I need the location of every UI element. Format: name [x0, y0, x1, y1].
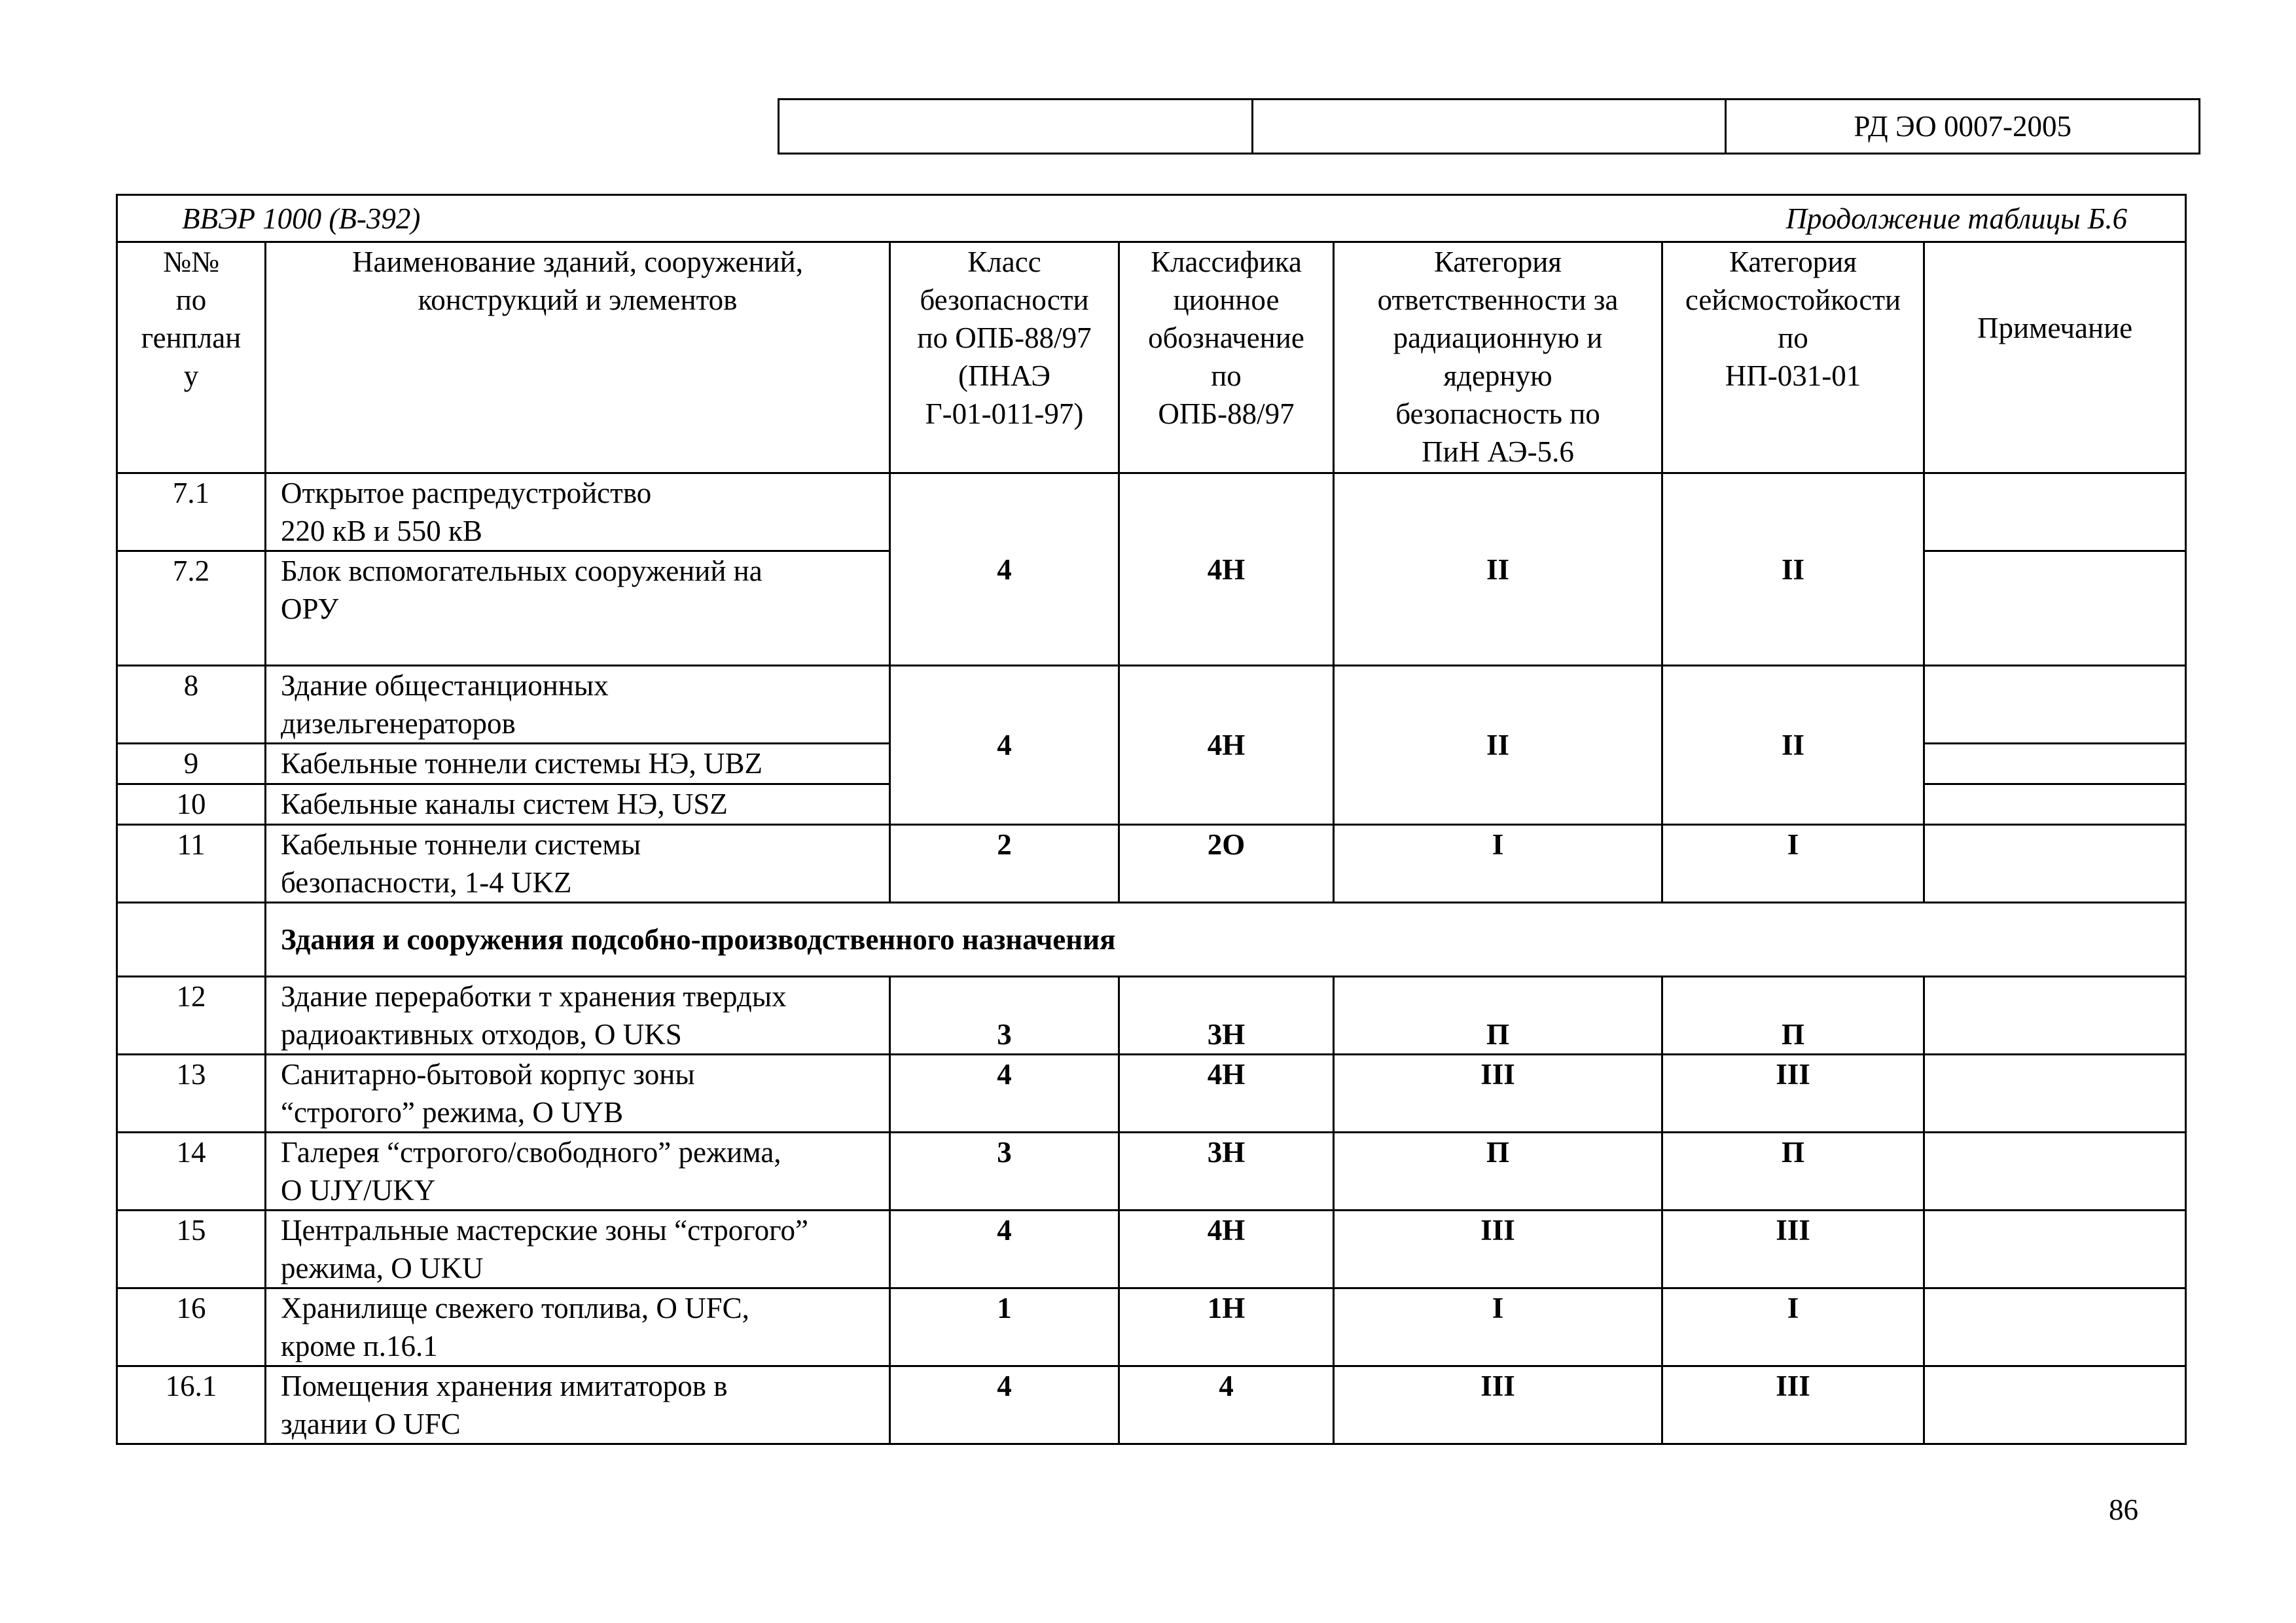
responsibility-value: П	[1334, 977, 1662, 1055]
note-cell	[1924, 473, 2186, 551]
responsibility-value: I	[1334, 1288, 1662, 1366]
responsibility-value: III	[1334, 1366, 1662, 1444]
table-row	[117, 825, 2186, 903]
header-note: Примечание	[1924, 242, 2186, 473]
note-cell	[1924, 825, 2186, 903]
classification-value: 2О	[1119, 825, 1334, 903]
row-name: Центральные мастерские зоны “строгого” режима, О UKU	[266, 1211, 890, 1288]
row-number: 14	[117, 1133, 266, 1211]
seismic-value: П	[1662, 1133, 1924, 1211]
header-safety-class: Класс безопасности по ОПБ-88/97 (ПНАЭ Г-01-011-97)	[890, 242, 1119, 473]
classification-table	[116, 194, 2187, 1445]
safety-class-value: 3	[890, 1133, 1119, 1211]
safety-class-value: 3	[890, 977, 1119, 1055]
note-cell	[1924, 666, 2186, 744]
note-cell	[1924, 1133, 2186, 1211]
row-name: Санитарно-бытовой корпус зоны “строгого” режима, О UYB	[266, 1055, 890, 1133]
table-row	[117, 1288, 2186, 1366]
row-name: Кабельные тоннели системы безопасности, 1-4 UKZ	[266, 825, 890, 903]
header-classification: Классифика ционное обозначение по ОПБ-88/97	[1119, 242, 1334, 473]
row-number: 15	[117, 1211, 266, 1288]
row-name: Галерея “строгого/свободного” режима, О UJY/UKY	[266, 1133, 890, 1211]
row-number: 7.1	[117, 473, 266, 551]
row-name: Открытое распредустройство 220 кВ и 550 кВ	[266, 473, 890, 551]
row-number: 8	[117, 666, 266, 744]
seismic-value: III	[1662, 1055, 1924, 1133]
row-name: Здание общестанционных дизельгенераторов	[266, 666, 890, 744]
row-number: 12	[117, 977, 266, 1055]
table-row	[117, 1133, 2186, 1211]
classification-value: 4Н	[1119, 1055, 1334, 1133]
responsibility-value: I	[1334, 825, 1662, 903]
responsibility-value: III	[1334, 1211, 1662, 1288]
classification-value: 4Н	[1119, 1211, 1334, 1288]
note-cell	[1924, 1366, 2186, 1444]
table-row	[117, 977, 2186, 1055]
note-cell	[1924, 1211, 2186, 1288]
responsibility-value: II	[1334, 666, 1662, 825]
safety-class-value: 4	[890, 1055, 1119, 1133]
seismic-value: III	[1662, 1211, 1924, 1288]
row-number: 16	[117, 1288, 266, 1366]
row-name: Кабельные тоннели системы НЭ, UBZ	[266, 744, 890, 784]
row-number: 10	[117, 784, 266, 825]
row-name: Здание переработки т хранения твердых радиоактивных отходов, О UKS	[266, 977, 890, 1055]
row-name: Помещения хранения имитаторов в здании О UFC	[266, 1366, 890, 1444]
safety-class-value: 2	[890, 825, 1119, 903]
row-name: Блок вспомогательных сооружений на ОРУ	[266, 551, 890, 666]
header-row	[117, 242, 2186, 473]
seismic-value: II	[1662, 666, 1924, 825]
stamp-cell-1	[779, 100, 1253, 154]
stamp-cell-2	[1252, 100, 1726, 154]
table-row	[117, 1055, 2186, 1133]
responsibility-value: П	[1334, 1133, 1662, 1211]
table-row	[117, 473, 2186, 551]
row-number: 7.2	[117, 551, 266, 666]
responsibility-value: III	[1334, 1055, 1662, 1133]
header-seismic: Категория сейсмостойкости по НП-031-01	[1662, 242, 1924, 473]
note-cell	[1924, 744, 2186, 784]
note-cell	[1924, 1288, 2186, 1366]
header-responsibility: Категория ответственности за радиационную и ядерную безопасность по ПиН АЭ-5.6	[1334, 242, 1662, 473]
classification-value: 3Н	[1119, 1133, 1334, 1211]
note-cell	[1924, 784, 2186, 825]
classification-value: 1Н	[1119, 1288, 1334, 1366]
seismic-value: I	[1662, 825, 1924, 903]
seismic-value: П	[1662, 977, 1924, 1055]
seismic-value: III	[1662, 1366, 1924, 1444]
document-stamp	[778, 98, 2200, 155]
table-caption-row	[117, 195, 2186, 242]
row-number: 9	[117, 744, 266, 784]
responsibility-value: II	[1334, 473, 1662, 666]
seismic-value: I	[1662, 1288, 1924, 1366]
classification-value: 4Н	[1119, 473, 1334, 666]
document-code: РД ЭО 0007-2005	[1726, 100, 2200, 154]
page-number: 86	[2109, 1493, 2138, 1526]
classification-value: 3Н	[1119, 977, 1334, 1055]
table-row	[117, 1366, 2186, 1444]
classification-value: 4	[1119, 1366, 1334, 1444]
safety-class-value: 4	[890, 1211, 1119, 1288]
row-number: 16.1	[117, 1366, 266, 1444]
safety-class-value: 4	[890, 1366, 1119, 1444]
section-number-cell	[117, 903, 266, 977]
safety-class-value: 4	[890, 666, 1119, 825]
table-continuation-label: Продолжение таблицы Б.6	[1785, 202, 2128, 235]
classification-value: 4Н	[1119, 666, 1334, 825]
note-cell	[1924, 1055, 2186, 1133]
table-row	[117, 1211, 2186, 1288]
note-cell	[1924, 977, 2186, 1055]
section-row	[117, 903, 2186, 977]
reactor-type: ВВЭР 1000 (В-392)	[182, 202, 421, 235]
table-caption	[117, 195, 2186, 242]
table-row	[117, 666, 2186, 744]
header-name: Наименование зданий, сооружений, конструкций и элементов	[266, 242, 890, 473]
row-name: Кабельные каналы систем НЭ, USZ	[266, 784, 890, 825]
section-title: Здания и сооружения подсобно-производственного назначения	[266, 903, 2186, 977]
row-name: Хранилище свежего топлива, О UFC, кроме п.16.1	[266, 1288, 890, 1366]
row-number: 13	[117, 1055, 266, 1133]
seismic-value: II	[1662, 473, 1924, 666]
header-number: №№ по генплан у	[117, 242, 266, 473]
safety-class-value: 1	[890, 1288, 1119, 1366]
note-cell	[1924, 551, 2186, 666]
safety-class-value: 4	[890, 473, 1119, 666]
row-number: 11	[117, 825, 266, 903]
